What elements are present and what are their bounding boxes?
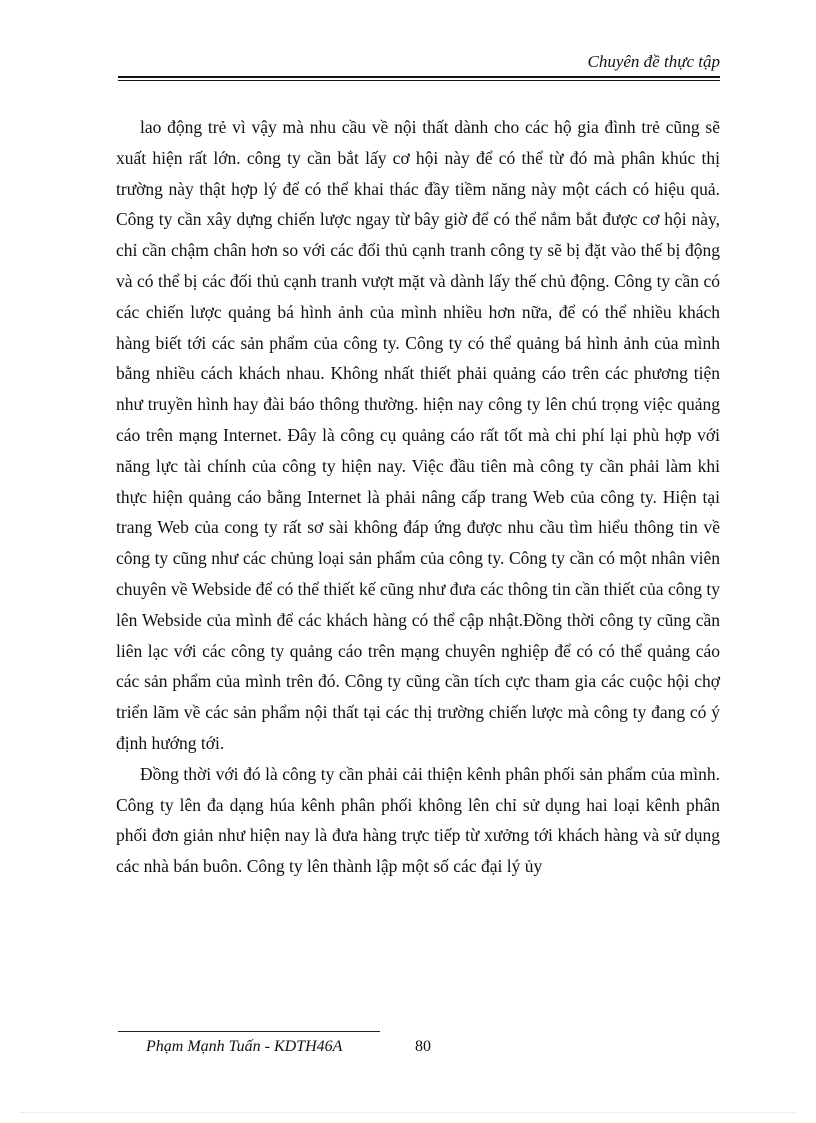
page-number: 80	[415, 1038, 431, 1055]
header-rule-thin	[118, 80, 720, 81]
footer-author: Phạm Mạnh Tuấn - KDTH46A	[146, 1038, 343, 1055]
paragraph: lao động trẻ vì vậy mà nhu cầu về nội thất dành cho các hộ gia đình trẻ cũng sẽ xuất hiện rất lớn. công ty cần bắt lấy cơ hội này để có thể từ đó mà phân khúc thị trường này thật hợp lý để có thể khai thác đầy tiềm năng này một cách có hiệu quả. Công ty cần xây dựng chiến lược ngay từ bây giờ để có thể nắm bắt được cơ hội này, chỉ cần chậm chân hơn so với các đối thủ cạnh tranh công ty sẽ bị đặt vào thế bị động và có thể bị các đối thủ cạnh tranh vượt mặt và dành lấy thế chủ động. Công ty cần có các chiến lược quảng bá hình ảnh của mình nhiều hơn nữa, để có thể nhiều khách hàng biết tới các sản phẩm của công ty. Công ty có thể quảng bá hình ảnh của mình bằng nhiều cách khách nhau. Không nhất thiết phải quảng cáo trên các phương tiện như truyền hình hay đài báo thông thường. hiện nay công ty lên chú trọng việc quảng cáo trên mạng Internet. Đây là công cụ quảng cáo rất tốt mà chi phí lại phù hợp với năng lực tài chính của công ty hiện nay. Việc đầu tiên mà công ty cần phải làm khi thực hiện quảng cáo bằng Internet là phải nâng cấp trang Web của công ty. Hiện tại trang Web của cong ty rất sơ sài không đáp ứng được nhu cầu tìm hiểu thông tin về công ty cũng như các chủng loại sản phẩm của công ty. Công ty cần có một nhân viên chuyên về Webside để có thể thiết kế cũng như đưa các thông tin cần thiết của công ty lên Webside của mình để các khách hàng có thể cập nhật.Đồng thời công ty cũng cần liên lạc với các công ty quảng cáo trên mạng chuyên nghiệp để có có thể quảng cáo các sản phẩm của mình trên đó. Công ty cũng cần tích cực tham gia các cuộc hội chợ triển lãm về các sản phẩm nội thất tại các thị trường chiến lược mà công ty đang có ý định hướng tới.	[116, 117, 720, 753]
running-header-title: Chuyên đề thực tập	[587, 52, 720, 71]
header-rule-thick	[118, 76, 720, 78]
body-text	[116, 112, 720, 882]
paragraph: Đồng thời với đó là công ty cần phải cải thiện kênh phân phối sản phẩm của mình. Công ty lên đa dạng húa kênh phân phối không lên chỉ sử dụng hai loại kênh phân phối đơn giản như hiện nay là đưa hàng trực tiếp từ xưởng tới khách hàng và sử dụng các nhà bán buôn. Công ty lên thành lập một số các đại lý ủy	[116, 763, 720, 877]
footer-rule	[118, 1031, 380, 1032]
page-edge-divider	[20, 1112, 796, 1113]
